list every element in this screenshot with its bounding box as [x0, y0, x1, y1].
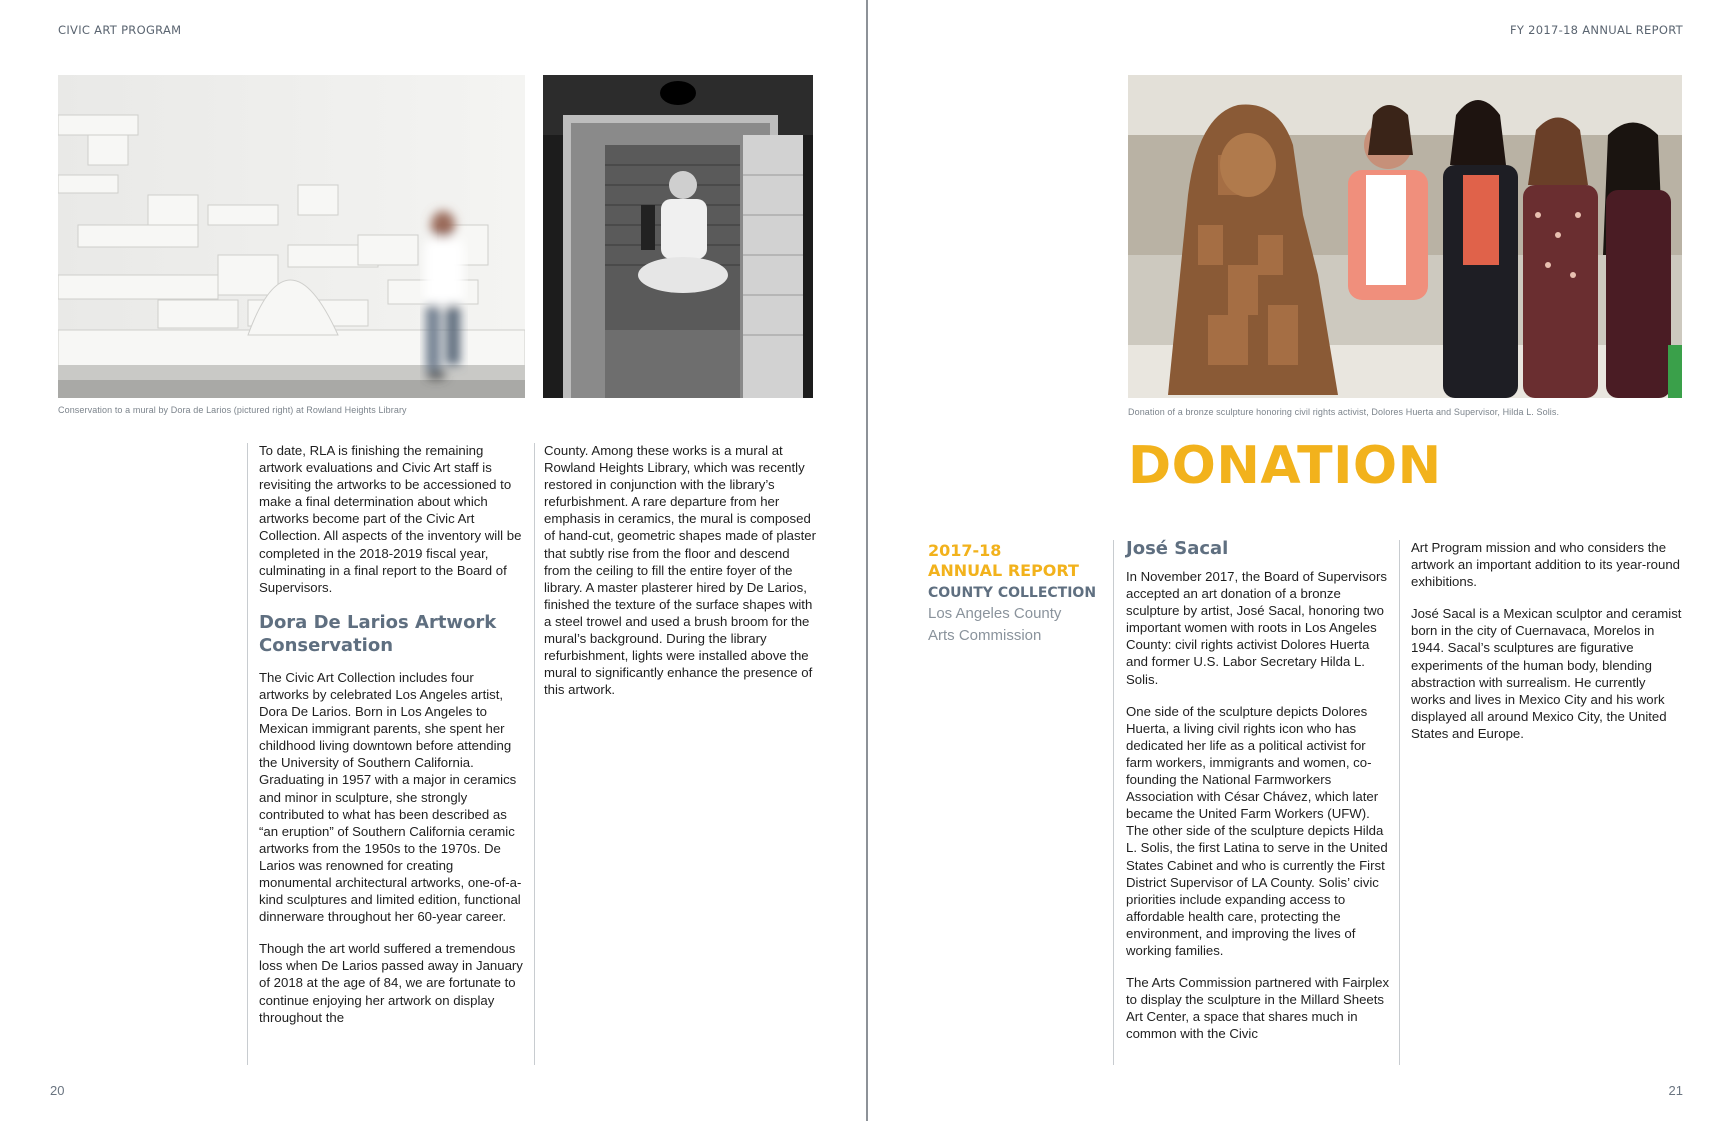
- donation-title: DONATION: [1128, 436, 1442, 496]
- kiln-photo: [543, 75, 813, 398]
- sidebar-org-line2: Arts Commission: [928, 627, 1042, 644]
- right-col1-para1: In November 2017, the Board of Supervisors accepted an art donation of a bronze sculpture by artist, José Sacal, honoring two important women with roots in Los Angeles County: civil rights activist Dolores Huerta and former U.S. Labor Secretary Hilda L. Solis.: [1126, 569, 1387, 687]
- column-rule-right-2: [1399, 540, 1400, 1065]
- right-col2-para2: José Sacal is a Mexican sculptor and ceramist born in the city of Cuernavaca, Morelos in 1944. Sacal’s sculptures are figurative experiments of the human body, blending abstraction with surrealism. He currently works and lives in Mexico City and his work displayed all around Mexico City, the United States and Europe.: [1411, 606, 1682, 741]
- sidebar-collection: COUNTY COLLECTION: [928, 585, 1097, 601]
- caption-right: Donation of a bronze sculpture honoring civil rights activist, Dolores Huerta and Supervisor, Hilda L. Solis.: [1128, 407, 1560, 417]
- left-col1-para3: Though the art world suffered a tremendous loss when De Larios passed away in January of 2018 at the age of 84, we are fortunate to continue enjoying her artwork on display throughout the: [259, 941, 523, 1025]
- right-col1-para2: One side of the sculpture depicts Dolores Huerta, a living civil rights icon who has dedicated her life as a political activist for farm workers, immigrants and women, co-founding the National Farmworkers Association with César Chávez, which later became the United Farm Workers (UFW). The other side of the sculpture depicts Hilda L. Solis, the first Latina to serve in the United States Cabinet and who is currently the First District Supervisor of LA County. Solis’ civic priorities include expanding access to affordable health care, protecting the environment, and improving the lives of working families.: [1126, 703, 1388, 958]
- right-column-2: [1411, 539, 1683, 757]
- column-rule-left-2: [534, 443, 535, 1065]
- left-col2-para1: County. Among these works is a mural at Rowland Heights Library, which was recently restored in conjunction with the library’s refurbishment. A rare departure from her emphasis in ceramics, the mural is composed of hand-cut, geometric shapes made of plaster that subtly rise from the floor and descend from the ceiling to fill the entire foyer of the library. A master plasterer hired by De Larios, finished the texture of the surface shapes with a steel trowel and used a brush broom for the mural’s background. During the library refurbishment, lights were installed above the mural to significantly enhance the presence of this artwork.: [544, 443, 816, 698]
- running-head-right: FY 2017-18 ANNUAL REPORT: [1509, 23, 1683, 37]
- mural-photo: [58, 75, 525, 398]
- conservation-heading: Dora De Larios Artwork Conservation: [259, 611, 497, 656]
- left-column-1: [259, 442, 527, 1026]
- mural-photo-image: [58, 75, 525, 398]
- left-col1-para2: The Civic Art Collection includes four artworks by celebrated Los Angeles artist, Dora De Larios. Born in Los Angeles to Mexican immigrant parents, she spent her childhood living downtown before attending the University of Southern California. Graduating in 1957 with a major in ceramics and minor in sculpture, she strongly contributed to what has been described as “an eruption” of Southern California ceramic artworks from the 1950s to the 1970s. De Larios was renowned for creating monumental architectural artworks, one-of-a-kind sculptures and limited edition, functional dinnerware throughout her 60-year career.: [259, 669, 522, 925]
- page-number-left: 20: [50, 1083, 65, 1098]
- sidebar-org-line1: Los Angeles County: [928, 605, 1062, 622]
- column-rule-right-1: [1113, 540, 1114, 1065]
- sidebar-label: [928, 541, 1118, 647]
- right-col2-para1: Art Program mission and who considers the artwork an important addition to its year-round exhibitions.: [1411, 540, 1681, 590]
- sidebar-annual-report: ANNUAL REPORT: [928, 561, 1079, 580]
- donation-photo: [1128, 75, 1682, 398]
- caption-left: Conservation to a mural by Dora de Larios (pictured right) at Rowland Heights Library: [58, 405, 407, 415]
- page-number-right: 21: [1668, 1083, 1683, 1098]
- sidebar-year: 2017-18: [928, 541, 1002, 560]
- left-column-2: [544, 442, 816, 713]
- donation-photo-image: [1128, 75, 1682, 398]
- left-col1-para1: To date, RLA is finishing the remaining artwork evaluations and Civic Art staff is revisiting the artworks to be accessioned to make a final determination about which artworks become part of the Civic Art Collection. All aspects of the inventory will be completed in the 2018-2019 fiscal year, culminating in a final report to the Board of Supervisors.: [259, 443, 522, 595]
- jose-sacal-heading: José Sacal: [1126, 538, 1229, 559]
- column-rule-left-1: [247, 443, 248, 1065]
- page-spine: [866, 0, 868, 1121]
- right-column-1: [1126, 537, 1394, 1042]
- right-col1-para3: The Arts Commission partnered with Fairplex to display the sculpture in the Millard Sheets Art Center, a space that shares much in common with the Civic: [1126, 975, 1390, 1042]
- kiln-photo-image: [543, 75, 813, 398]
- running-head-left: CIVIC ART PROGRAM: [58, 23, 182, 37]
